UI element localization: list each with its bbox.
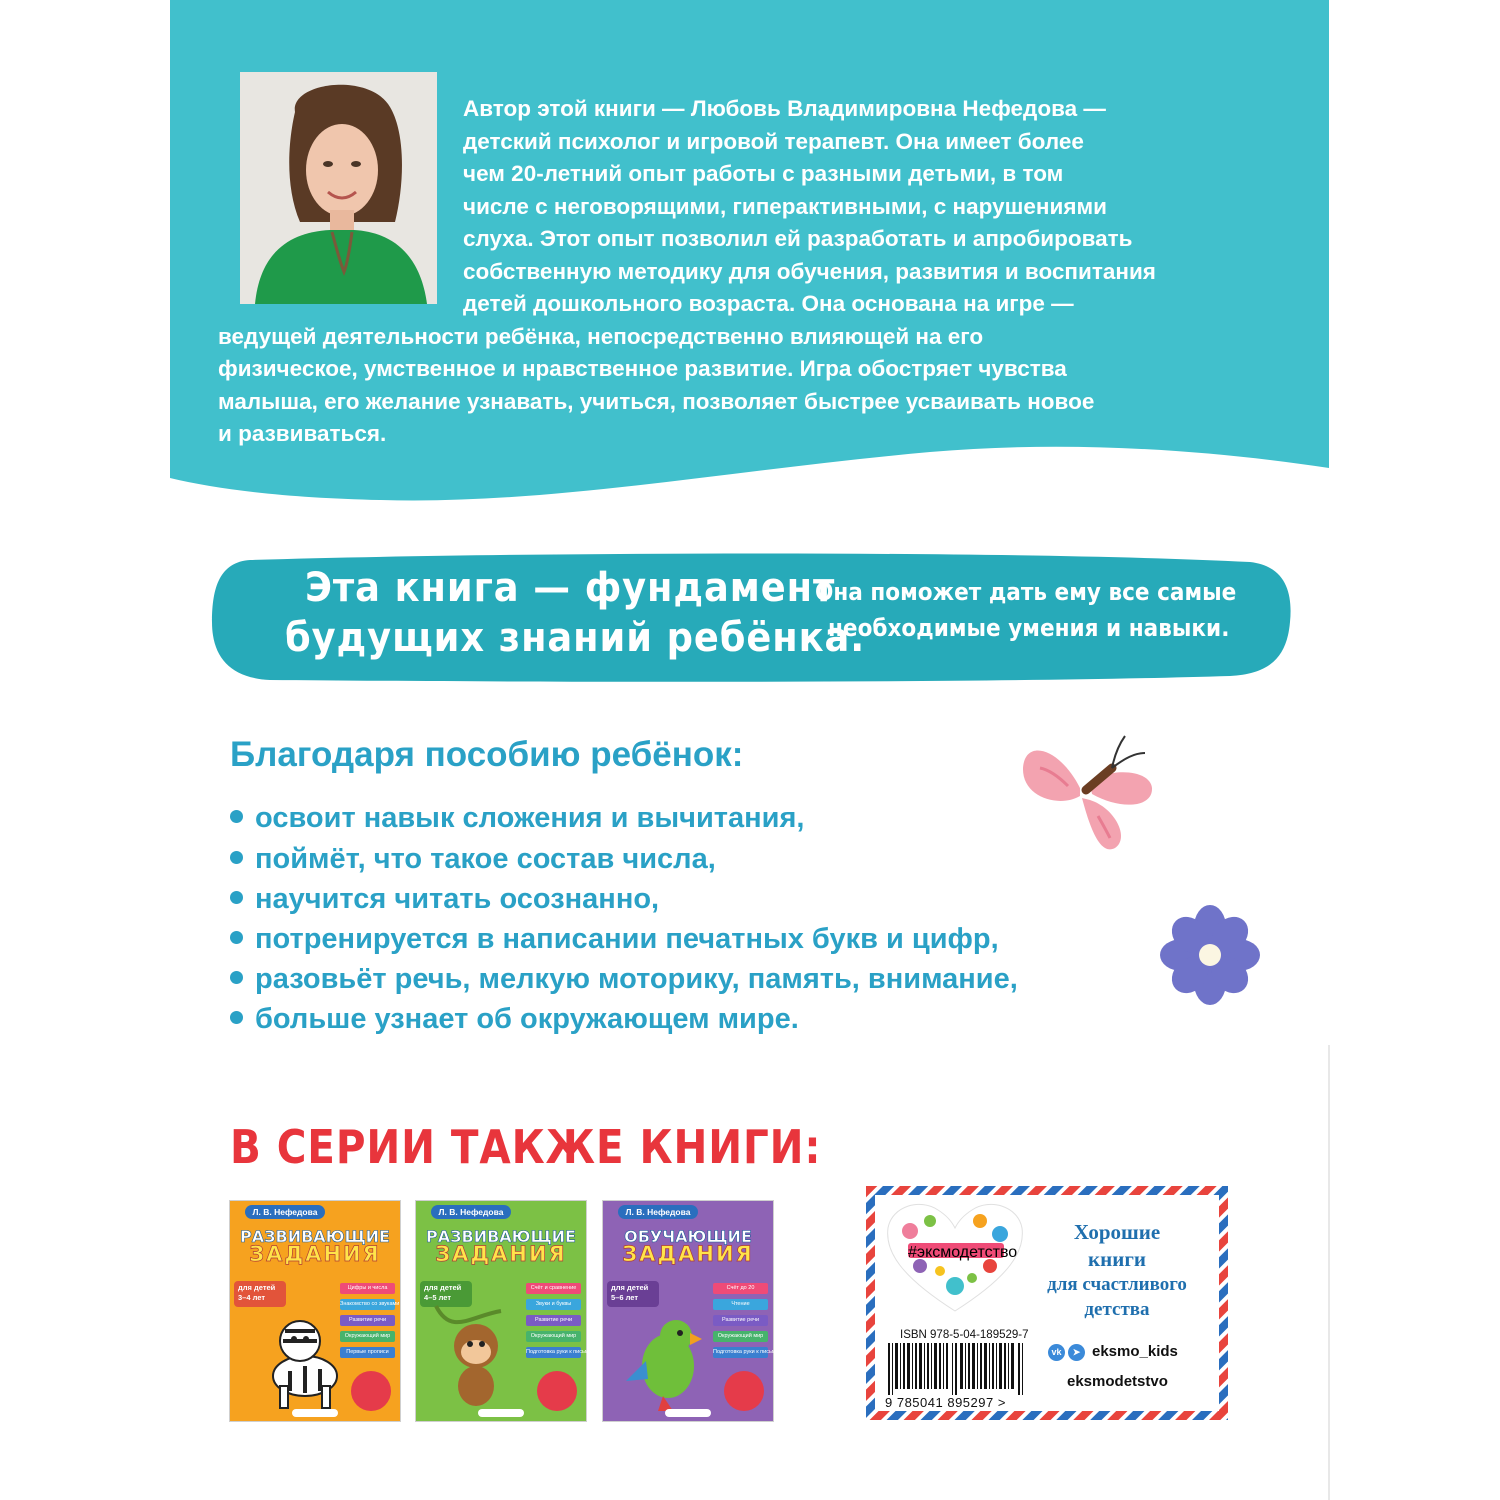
benefit-item xyxy=(230,802,804,835)
benefit-item xyxy=(230,843,716,876)
zebra-illustration xyxy=(250,1311,345,1411)
slogan-line3: для счастливого xyxy=(1047,1274,1187,1295)
bullet-icon xyxy=(230,810,243,823)
book-age: для детей 4–5 лет xyxy=(420,1281,472,1307)
banner-side-line1: Она поможет дать ему все самые xyxy=(815,578,1237,606)
vk-icon: vk xyxy=(1048,1344,1065,1361)
book-topic: Окружающий мир xyxy=(713,1331,768,1342)
book-topic: Подготовка руки к письму xyxy=(526,1347,581,1358)
bio-line: собственную методику для обучения, развития и воспитания xyxy=(463,259,1156,284)
book-title-line2: ЗАДАНИЯ xyxy=(622,1242,754,1266)
benefit-item xyxy=(230,923,999,956)
slogan-line1: Хорошие xyxy=(1073,1220,1161,1244)
bio-line: Автор этой книги — Любовь Владимировна Нефедова — xyxy=(463,96,1106,121)
book-publisher xyxy=(292,1409,338,1417)
book-topic: Счёт до 20 xyxy=(713,1283,768,1294)
slogan-line4: детства xyxy=(1084,1299,1150,1320)
book-title-line2: ЗАДАНИЯ xyxy=(435,1242,567,1266)
book-title-line2: ЗАДАНИЯ xyxy=(249,1242,381,1266)
social-handle-detstvo: eksmodetstvo xyxy=(1067,1373,1168,1390)
book-topic: Чтение xyxy=(713,1299,768,1310)
bio-line: чем 20-летний опыт работы с разными детьми, в том xyxy=(463,161,1064,186)
benefit-item xyxy=(230,1003,799,1036)
bio-line: детский психолог и игровой терапевт. Она имеет более xyxy=(463,129,1084,154)
book-age: для детей 5–6 лет xyxy=(607,1281,659,1307)
book-topic: Развитие речи xyxy=(340,1315,395,1326)
barcode-digits: 9 785041 895297 > xyxy=(885,1395,1006,1410)
bio-line: и развиваться. xyxy=(218,421,387,446)
bio-line: слуха. Этот опыт позволил ей разработать и апробировать xyxy=(463,226,1133,251)
book-topic: Знакомство со звуками xyxy=(340,1299,395,1310)
series-book-cover xyxy=(602,1200,779,1422)
flower-icon xyxy=(1158,903,1262,1007)
book-topic: Развитие речи xyxy=(526,1315,581,1326)
benefits-heading: Благодаря пособию ребёнок: xyxy=(230,735,744,774)
isbn-label: ISBN 978-5-04-189529-7 xyxy=(900,1329,1029,1341)
benefit-item xyxy=(230,963,1018,996)
bullet-icon xyxy=(230,891,243,904)
book-topic: Развитие речи xyxy=(713,1315,768,1326)
book-title-line1: ОБУЧАЮЩИЕ xyxy=(624,1227,752,1246)
book-age: для детей 3–4 лет xyxy=(234,1281,286,1307)
book-topic: Окружающий мир xyxy=(526,1331,581,1342)
book-title-line1: РАЗВИВАЮЩИЕ xyxy=(426,1227,576,1246)
book-author: Л. В. Нефедова xyxy=(618,1205,698,1219)
barcode xyxy=(886,1343,1028,1395)
bio-line: физическое, умственное и нравственное развитие. Игра обостряет чувства xyxy=(218,356,1067,381)
book-topic: Первые прописи xyxy=(340,1347,395,1358)
bio-line: детей дошкольного возраста. Она основана на игре — xyxy=(463,291,1074,316)
social-handle-kids: eksmo_kids xyxy=(1092,1343,1178,1360)
book-author: Л. В. Нефедова xyxy=(245,1205,325,1219)
series-heading: В СЕРИИ ТАКЖЕ КНИГИ: xyxy=(230,1120,822,1174)
hashtag-label: #эксмодетство xyxy=(908,1244,1018,1261)
benefit-text: больше узнает об окружающем мире. xyxy=(255,1003,799,1035)
banner-side-line2: необходимые умения и навыки. xyxy=(828,614,1230,642)
bullet-icon xyxy=(230,1011,243,1024)
parrot-illustration xyxy=(618,1311,713,1411)
book-author: Л. В. Нефедова xyxy=(431,1205,511,1219)
book-topic: Цифры и числа xyxy=(340,1283,395,1294)
bio-line: ведущей деятельности ребёнка, непосредственно влияющей на его xyxy=(218,324,984,349)
benefit-text: потренируется в написании печатных букв и цифр, xyxy=(255,923,999,955)
butterfly-icon xyxy=(1020,728,1155,858)
monkey-illustration xyxy=(431,1306,526,1411)
series-book-cover xyxy=(415,1200,592,1422)
book-topic: Окружающий мир xyxy=(340,1331,395,1342)
banner-main-line1: Эта книга — фундамент xyxy=(305,565,836,611)
bullet-icon xyxy=(230,851,243,864)
author-photo xyxy=(240,72,437,304)
banner-main-line2: будущих знаний ребёнка. xyxy=(285,615,866,661)
book-topic: Счёт и сравнение xyxy=(526,1283,581,1294)
fold-line xyxy=(1328,1045,1330,1500)
telegram-icon: ➤ xyxy=(1068,1344,1085,1361)
book-publisher xyxy=(478,1409,524,1417)
book-title-line1: РАЗВИВАЮЩИЕ xyxy=(240,1227,390,1246)
book-topic: Звуки и буквы xyxy=(526,1299,581,1310)
book-seal xyxy=(537,1371,577,1411)
bio-line: малыша, его желание узнавать, учиться, позволяет быстрее усваивать новое xyxy=(218,389,1095,414)
book-seal xyxy=(351,1371,391,1411)
benefit-text: освоит навык сложения и вычитания, xyxy=(255,802,805,834)
book-publisher xyxy=(665,1409,711,1417)
slogan-line2: книги xyxy=(1088,1247,1146,1271)
benefit-text: научится читать осознанно, xyxy=(255,883,660,915)
bullet-icon xyxy=(230,971,243,984)
benefit-text: разовьёт речь, мелкую моторику, память, внимание, xyxy=(255,963,1018,995)
benefit-item xyxy=(230,883,659,916)
book-topic: Подготовка руки к письму xyxy=(713,1347,768,1358)
series-book-cover xyxy=(229,1200,401,1422)
book-seal xyxy=(724,1371,764,1411)
benefit-text: поймёт, что такое состав числа, xyxy=(255,843,716,875)
bullet-icon xyxy=(230,931,243,944)
bio-line: числе с неговорящими, гиперактивными, с нарушениями xyxy=(463,194,1107,219)
